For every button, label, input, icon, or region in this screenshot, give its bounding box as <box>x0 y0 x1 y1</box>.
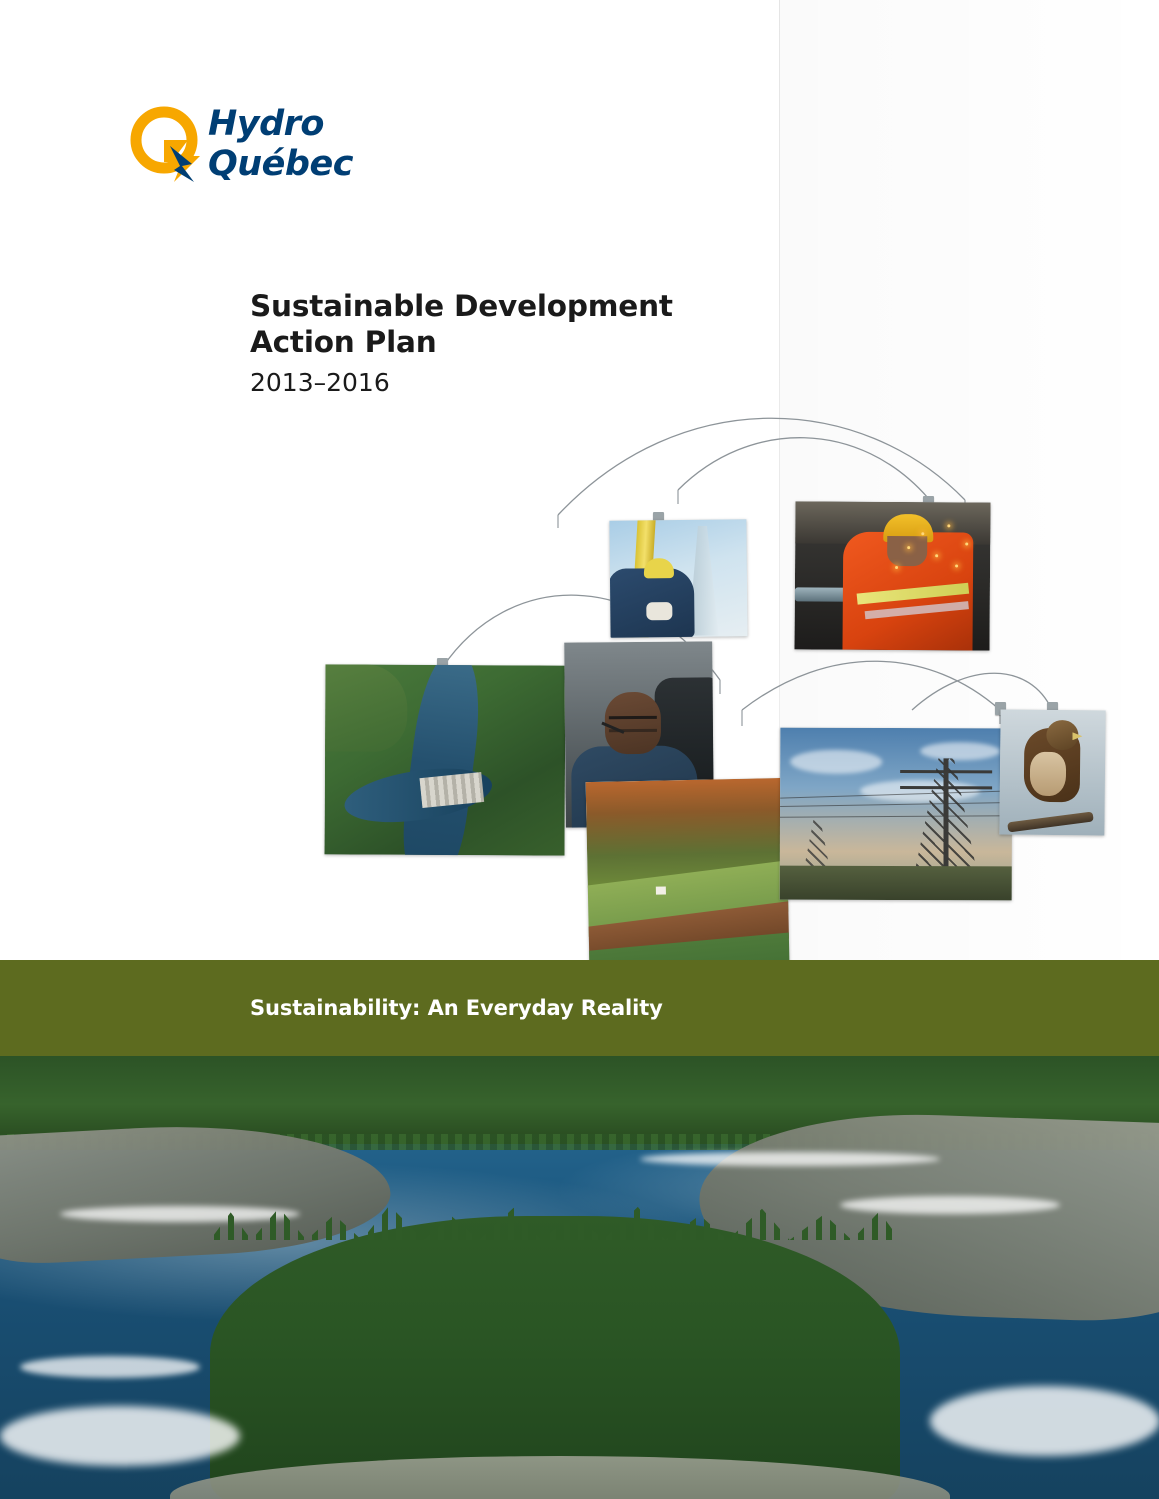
tagline-text: Sustainability: An Everyday Reality <box>250 996 663 1020</box>
publisher-name <box>208 104 353 184</box>
river-island-hero-photo <box>0 1056 1159 1499</box>
page-title-line2: Action Plan <box>250 325 437 359</box>
hydro-quebec-q-lightning-logo-icon <box>130 104 208 184</box>
lineworker-on-pole-photo <box>609 519 747 637</box>
publisher-logo <box>130 100 430 192</box>
publisher-name-line1: Hydro <box>208 104 324 144</box>
photo-mobile-collage <box>300 380 1130 1040</box>
hawk-on-perch-photo <box>999 709 1105 835</box>
publisher-name-line2: Québec <box>208 144 353 184</box>
page-title-line1: Sustainable Development <box>250 289 673 323</box>
page-title-years: 2013–2016 <box>250 368 390 397</box>
page-title <box>250 288 770 360</box>
aerial-dam-river-photo <box>325 664 566 855</box>
welder-sparks-photo <box>794 501 990 650</box>
transmission-lines-dusk-photo <box>780 728 1013 901</box>
tagline-band <box>0 960 1159 1056</box>
